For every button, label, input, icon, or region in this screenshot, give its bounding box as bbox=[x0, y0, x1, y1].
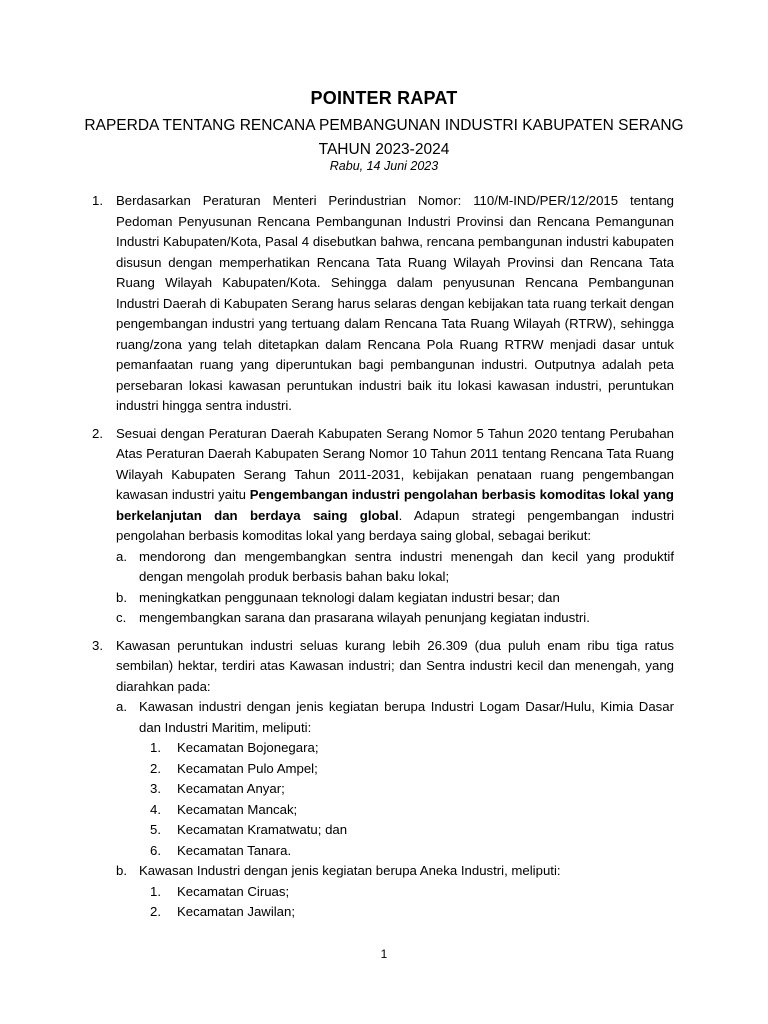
item-text-pre: Sesuai dengan Peraturan Daerah Kabupaten Serang Nomor 5 Tahun 2020 tentang Perubahan Atas Peraturan Daerah Kabupaten Serang Nomor 10 Tahun 2011 tentang Rencana Tata Ruang Wilayah Kabupaten Serang Tahun 2011-2031, kebijakan penataan ruang pengembangan kawasan industri yaitu bbox=[116, 425, 674, 502]
district-label: 4. bbox=[150, 801, 161, 817]
page-number: 1 bbox=[380, 947, 388, 961]
sub-label: a. bbox=[116, 699, 127, 714]
sub-label: a. bbox=[116, 548, 127, 564]
sub-body bbox=[139, 697, 674, 861]
sub-text: meningkatkan penggunaan teknologi dalam kegiatan industri besar; dan bbox=[139, 589, 560, 605]
item-text bbox=[116, 424, 674, 547]
district-item bbox=[150, 841, 674, 862]
pointer-item-1 bbox=[92, 191, 674, 417]
sub-text: mengembangkan sarana dan prasarana wilayah penunjang kegiatan industri. bbox=[139, 610, 590, 625]
district-name: Kecamatan Kramatwatu; dan bbox=[177, 822, 348, 837]
pointer-item-3 bbox=[92, 636, 674, 923]
district-name: Kecamatan Ciruas; bbox=[177, 883, 290, 899]
item-text-bold: Pengembangan industri pengolahan berbasis komoditas lokal yang berkelanjutan dan berdaya saing global bbox=[116, 487, 674, 523]
district-name: Kecamatan Pulo Ampel; bbox=[177, 760, 318, 776]
district-item bbox=[150, 738, 674, 759]
document-title: POINTER RAPAT bbox=[310, 88, 458, 108]
district-list bbox=[150, 738, 674, 861]
item-number: 3. bbox=[92, 637, 103, 653]
zone-item-b bbox=[116, 861, 674, 923]
district-item bbox=[150, 902, 674, 923]
district-name: Kecamatan Mancak; bbox=[177, 801, 298, 817]
district-label: 3. bbox=[150, 781, 161, 796]
district-item bbox=[150, 779, 674, 800]
district-item bbox=[150, 882, 674, 903]
district-list bbox=[150, 882, 674, 923]
district-item bbox=[150, 759, 674, 780]
district-label: 2. bbox=[150, 904, 161, 919]
district-name: Kecamatan Tanara. bbox=[177, 842, 292, 858]
item-body bbox=[116, 424, 674, 629]
district-item bbox=[150, 820, 674, 841]
district-name: Kecamatan Anyar; bbox=[177, 781, 285, 796]
sub-body bbox=[139, 861, 674, 923]
district-name: Kecamatan Jawilan; bbox=[177, 904, 296, 919]
strategy-item-c bbox=[116, 608, 674, 629]
sub-label: b. bbox=[116, 589, 127, 605]
zone-item-a bbox=[116, 697, 674, 861]
item-number: 2. bbox=[92, 425, 103, 441]
district-name: Kecamatan Bojonegara; bbox=[177, 740, 319, 755]
item-text: Kawasan peruntukan industri seluas kurang lebih 26.309 (dua puluh enam ribu tiga ratus sembilan) hektar, terdiri atas Kawasan industri; dan Sentra industri kecil dan menengah, yang diarahkan pada: bbox=[116, 637, 674, 694]
sub-text: mendorong dan mengembangkan sentra industri menengah dan kecil yang produktif dengan mengolah produk berbasis bahan baku lokal; bbox=[139, 548, 674, 584]
sub-text: Kawasan industri dengan jenis kegiatan berupa Industri Logam Dasar/Hulu, Kimia Dasar dan Industri Maritim, meliputi: bbox=[139, 699, 674, 735]
strategy-item-a bbox=[116, 547, 674, 588]
document-subtitle: RAPERDA TENTANG RENCANA PEMBANGUNAN INDUSTRI KABUPATEN SERANG TAHUN 2023-2024 bbox=[84, 117, 684, 158]
sub-label: c. bbox=[116, 610, 127, 625]
district-item bbox=[150, 800, 674, 821]
item-number: 1. bbox=[92, 193, 103, 208]
district-label: 5. bbox=[150, 822, 161, 837]
meeting-date: Rabu, 14 Juni 2023 bbox=[329, 159, 439, 173]
item-text-post: . Adapun strategi pengembangan industri pengolahan berbasis komoditas lokal yang berdaya saing global, sebagai berikut: bbox=[116, 507, 674, 543]
district-label: 1. bbox=[150, 740, 161, 755]
district-label: 2. bbox=[150, 760, 161, 776]
strategy-item-b bbox=[116, 588, 674, 609]
pointer-item-2 bbox=[92, 424, 674, 629]
item-body bbox=[116, 636, 674, 923]
district-label: 6. bbox=[150, 842, 161, 858]
pointer-list bbox=[92, 191, 674, 930]
sub-label: b. bbox=[116, 863, 127, 878]
sub-text: Kawasan Industri dengan jenis kegiatan berupa Aneka Industri, meliputi: bbox=[139, 863, 561, 878]
district-label: 1. bbox=[150, 883, 161, 899]
item-text: Berdasarkan Peraturan Menteri Perindustrian Nomor: 110/M-IND/PER/12/2015 tentang Pedoman Penyusunan Rencana Pembangunan Industri Provinsi dan Rencana Pemangunan Industri Kabupaten/Kota, Pasal 4 disebutkan bahwa, rencana pembangunan industri kabupaten disusun dengan memperhatikan Rencana Tata Ruang Wilayah Provinsi dan Rencana Tata Ruang Wilayah Kabupaten/Kota. Sehingga dalam penyusunan Rencana Pembangunan Industri Daerah di Kabupaten Serang harus selaras dengan kebijakan tata ruang terkait dengan pengembangan industri yang tertuang dalam Rencana Tata Ruang Wilayah (RTRW), sehingga ruang/zona yang telah ditetapkan dalam Rencana Pola Ruang RTRW menjadi dasar untuk pemanfaatan ruang yang diperuntukan bagi pembangunan industri. Outputnya adalah peta persebaran lokasi kawasan peruntukan industri baik itu lokasi kawasan industri, peruntukan industri hingga sentra industri. bbox=[116, 193, 674, 413]
